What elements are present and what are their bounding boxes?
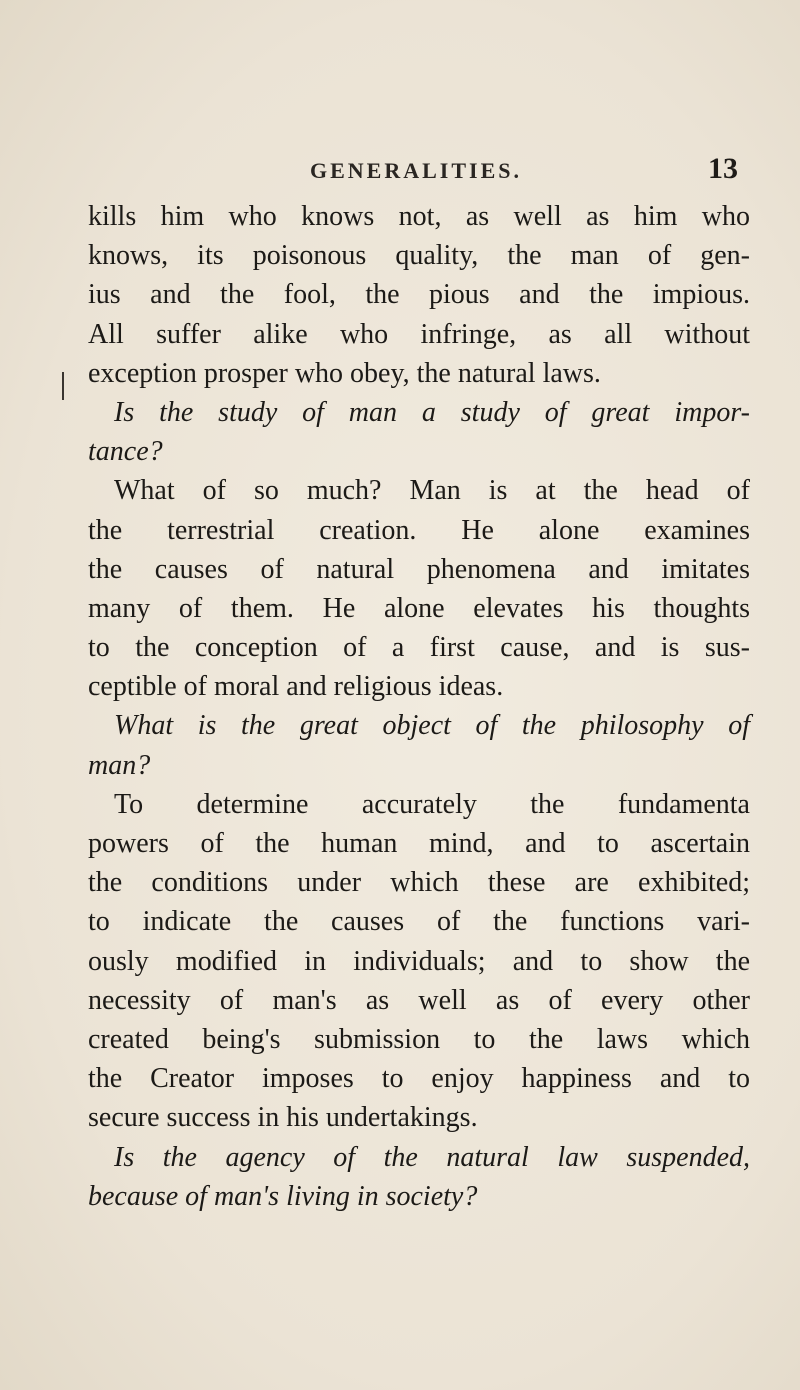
text-line: the Creator imposes to enjoy happiness and to <box>88 1063 750 1095</box>
text-line: tance? <box>88 436 163 468</box>
page-number: 13 <box>708 152 738 185</box>
text-line: All suffer alike who infringe, as all without <box>88 318 750 350</box>
text-line: Is the study of man a study of great impor- <box>114 396 750 428</box>
text-line: to the conception of a first cause, and is sus- <box>88 632 750 664</box>
text-line: Is the agency of the natural law suspended, <box>114 1141 750 1173</box>
text-line: to indicate the causes of the functions vari- <box>88 906 750 938</box>
running-header <box>78 152 738 192</box>
text-line: powers of the human mind, and to ascertain <box>88 828 750 859</box>
running-title: GENERALITIES. <box>310 158 523 183</box>
text-line: the conditions under which these are exhibited; <box>88 867 750 899</box>
text-line: many of them. He alone elevates his thoughts <box>88 592 750 624</box>
margin-mark <box>62 372 64 400</box>
text-line: the causes of natural phenomena and imitates <box>88 553 750 585</box>
text-line: because of man's living in society? <box>88 1180 478 1212</box>
body-text <box>88 197 750 1216</box>
text-line: What is the great object of the philosophy of <box>114 710 750 742</box>
text-line: ously modified in individuals; and to show the <box>88 945 750 977</box>
text-line: To determine accurately the fundamenta <box>114 788 750 820</box>
text-line: ceptible of moral and religious ideas. <box>88 671 504 703</box>
text-line: man? <box>88 749 151 781</box>
text-line: ius and the fool, the pious and the impious. <box>88 279 750 311</box>
text-line: knows, its poisonous quality, the man of gen- <box>88 240 750 272</box>
text-line: What of so much? Man is at the head of <box>114 475 750 507</box>
text-line: secure success in his undertakings. <box>88 1102 478 1134</box>
text-line: necessity of man's as well as of every other <box>88 984 750 1016</box>
text-line: exception prosper who obey, the natural laws. <box>88 357 601 389</box>
text-line: created being's submission to the laws which <box>88 1023 750 1055</box>
text-line: the terrestrial creation. He alone examines <box>88 514 750 546</box>
text-line: kills him who knows not, as well as him who <box>88 201 750 232</box>
